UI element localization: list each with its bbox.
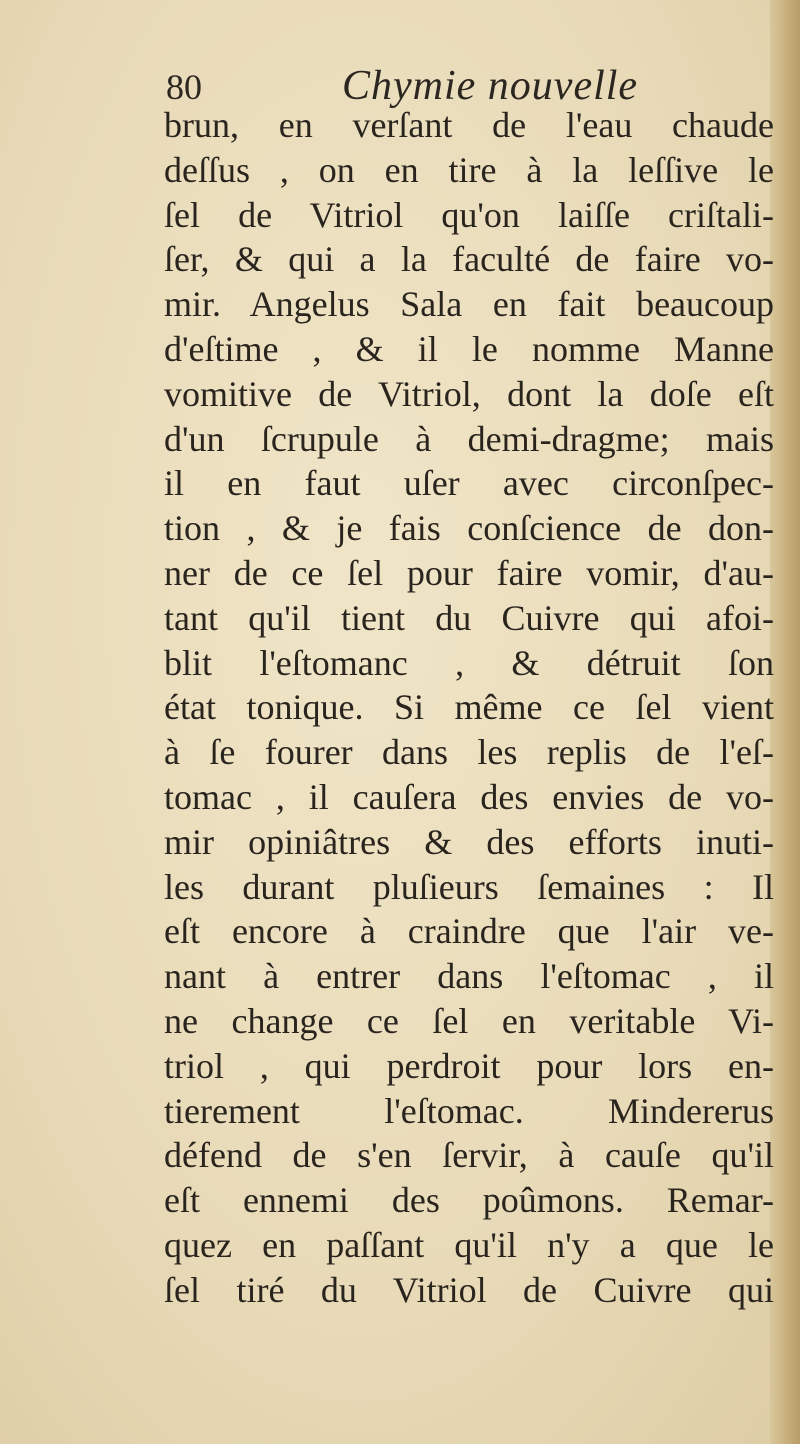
text-line: quez en paſſant qu'il n'y a que le	[164, 1224, 774, 1265]
text-line: ner de ce ſel pour faire vomir, d'au-	[164, 552, 774, 593]
text-line: d'un ſcrupule à demi-dragme; mais	[164, 418, 774, 459]
text-line: tomac , il cauſera des envies de vo-	[164, 776, 774, 817]
text-line: eſt encore à craindre que l'air ve-	[164, 911, 774, 952]
text-line: défend de s'en ſervir, à cauſe qu'il	[164, 1135, 774, 1176]
text-line: vomitive de Vitriol, dont la doſe eſt	[164, 373, 774, 414]
text-line: triol , qui perdroit pour lors en-	[164, 1045, 774, 1086]
text-line: il en faut uſer avec circonſpec-	[164, 463, 774, 504]
text-line: ne change ce ſel en veritable Vi-	[164, 1000, 774, 1041]
text-line: brun, en verſant de l'eau chaude	[164, 105, 774, 145]
body-text	[164, 103, 774, 1313]
text-line: mir opiniâtres & des efforts inuti-	[164, 821, 774, 862]
text-line: état tonique. Si même ce ſel vient	[164, 687, 774, 728]
text-line: tant qu'il tient du Cuivre qui afoi-	[164, 597, 774, 638]
text-line: nant à entrer dans l'eſtomac , il	[164, 956, 774, 997]
page-number: 80	[166, 67, 202, 107]
page-gutter-edge	[770, 0, 800, 1444]
text-line: ſer, & qui a la faculté de faire vo-	[164, 239, 774, 280]
text-line: ſel tiré du Vitriol de Cuivre qui	[164, 1269, 774, 1310]
text-line: tion , & je fais conſcience de don-	[164, 508, 774, 549]
text-line: les durant pluſieurs ſemaines : Il	[164, 866, 774, 907]
text-line: deſſus , on en tire à la leſſive le	[164, 149, 774, 190]
text-line: mir. Angelus Sala en fait beaucoup	[164, 284, 774, 325]
running-title: Chymie nouvelle	[342, 63, 639, 109]
text-line: d'eſtime , & il le nomme Manne	[164, 328, 774, 369]
text-line: tierement l'eſtomac. Mindererus	[164, 1090, 774, 1131]
text-line: blit l'eſtomanc , & détruit ſon	[164, 642, 774, 683]
text-line: ſel de Vitriol qu'on laiſſe criſtali-	[164, 194, 774, 235]
text-line: à ſe fourer dans les replis de l'eſ-	[164, 732, 774, 773]
text-line: eſt ennemi des poûmons. Remar-	[164, 1180, 774, 1221]
